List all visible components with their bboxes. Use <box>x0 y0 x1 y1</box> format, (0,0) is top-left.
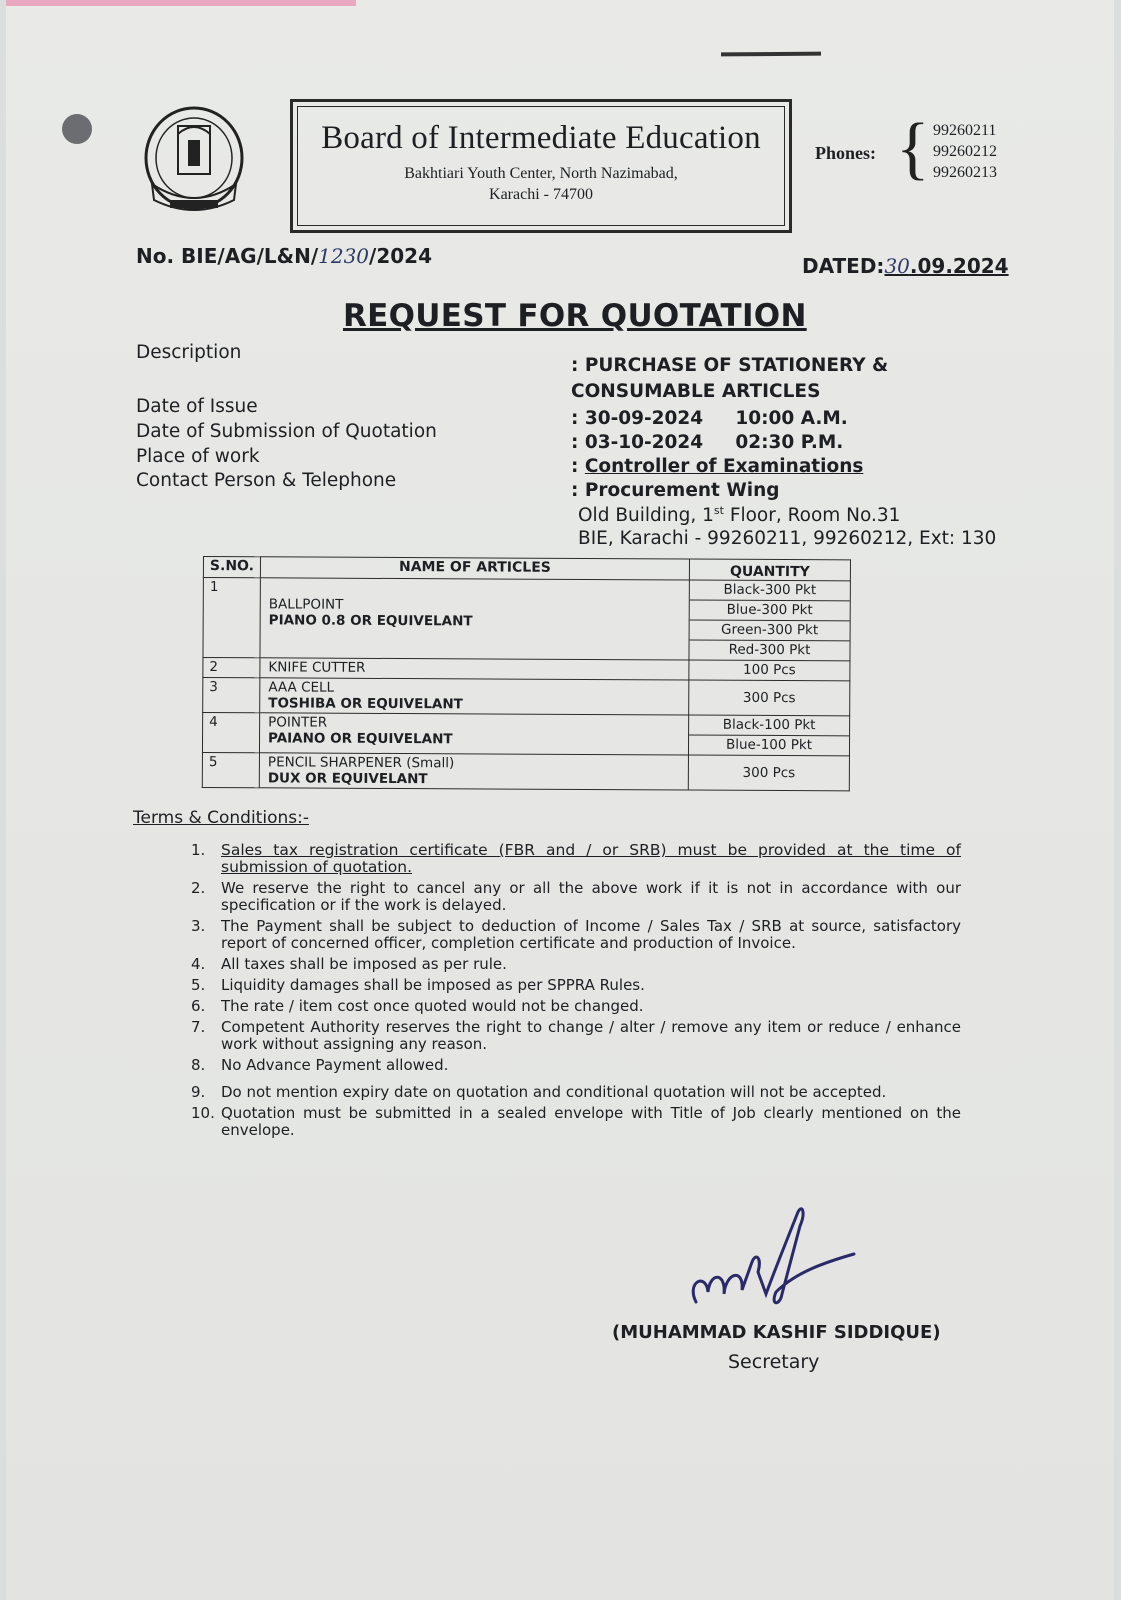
articles-table <box>202 556 851 791</box>
pink-edge-strip <box>6 0 356 6</box>
term-number: 3. <box>191 917 206 935</box>
description-value-2: CONSUMABLE ARTICLES <box>571 381 821 402</box>
contact-address-sup: st <box>713 504 724 517</box>
term-text: Competent Authority reserves the right to change / alter / remove any item or reduce / enhance work without assigning any reason. <box>221 1018 961 1053</box>
term-text: No Advance Payment allowed. <box>221 1056 449 1074</box>
article-brand: PAIANO OR EQUIVELANT <box>268 730 453 748</box>
phone-number: 99260212 <box>933 143 997 160</box>
contact-label: Contact Person & Telephone <box>136 470 397 491</box>
place-value <box>571 456 863 477</box>
cell-sno: 2 <box>203 658 260 678</box>
cell-article <box>260 678 689 715</box>
term-item <box>191 1105 961 1139</box>
issue-value: : 30-09-2024 10:00 A.M. <box>571 408 848 429</box>
term-item <box>191 1057 961 1074</box>
date-line <box>802 254 1009 278</box>
letterhead-box <box>290 99 792 233</box>
term-text: Liquidity damages shall be imposed as per SPPRA Rules. <box>221 976 645 994</box>
article-name: AAA CELL <box>268 679 335 696</box>
qty-value: Red-300 Pkt <box>728 641 811 659</box>
description-value-1: : PURCHASE OF STATIONERY & <box>571 355 889 376</box>
term-item <box>191 842 961 876</box>
term-item <box>191 977 961 994</box>
contact-value-3: BIE, Karachi - 99260211, 99260212, Ext: 130 <box>578 528 997 549</box>
term-item <box>191 998 961 1015</box>
dated-month-year: .09.2024 <box>909 254 1009 278</box>
article-name: POINTER <box>268 714 328 731</box>
place-label: Place of work <box>136 446 260 467</box>
cell-sno: 1 <box>203 578 260 658</box>
term-text: The rate / item cost once quoted would not be changed. <box>221 997 644 1015</box>
phone-number: 99260213 <box>933 164 997 181</box>
term-number: 8. <box>191 1056 206 1074</box>
contact-address-post: Floor, Room No.31 <box>723 505 901 527</box>
cell-qty <box>689 580 850 661</box>
brace-icon: { <box>896 110 930 187</box>
article-name: PENCIL SHARPENER (Small) <box>267 754 455 772</box>
header-name: NAME OF ARTICLES <box>260 557 689 580</box>
cell-sno: 3 <box>203 678 260 713</box>
cell-qty <box>689 660 850 681</box>
table-row <box>202 713 849 756</box>
ref-prefix: No. BIE/AG/L&N/ <box>136 244 319 268</box>
term-text: The Payment shall be subject to deduction of Income / Sales Tax / SRB at source, satisfactory report of concerned officer, completion certificate and production of Invoice. <box>221 917 961 952</box>
term-item <box>191 1019 961 1053</box>
qty-value: 100 Pcs <box>743 661 796 679</box>
term-number: 4. <box>191 955 206 973</box>
term-item <box>191 1084 961 1101</box>
term-text: All taxes shall be imposed as per rule. <box>221 955 507 973</box>
article-brand: DUX OR EQUIVELANT <box>267 770 428 788</box>
signatory-name: (MUHAMMAD KASHIF SIDDIQUE) <box>612 1322 941 1343</box>
term-item <box>191 956 961 973</box>
term-number: 1. <box>191 841 206 859</box>
org-name: Board of Intermediate Education <box>321 120 761 156</box>
term-text: Quotation must be submitted in a sealed envelope with Title of Job clearly mentioned on the envelope. <box>221 1104 961 1139</box>
contact-value-2 <box>578 504 900 526</box>
document-page <box>6 0 1114 1600</box>
cell-sno: 4 <box>202 713 259 753</box>
table-row <box>202 752 849 790</box>
term-number: 5. <box>191 976 206 994</box>
article-name: KNIFE CUTTER <box>268 659 366 676</box>
table-row <box>203 678 850 716</box>
term-number: 6. <box>191 997 206 1015</box>
address-line-2: Karachi - 74700 <box>489 186 593 203</box>
header-sno: S.NO. <box>203 557 260 578</box>
place-prefix: : <box>571 456 585 477</box>
submission-value: : 03-10-2024 02:30 P.M. <box>571 432 844 453</box>
ref-handwritten-number: 1230 <box>318 244 370 268</box>
cell-sno: 5 <box>202 752 259 787</box>
reference-number <box>136 244 432 268</box>
term-item <box>191 880 961 914</box>
phone-number: 99260211 <box>933 122 997 139</box>
term-item <box>191 918 961 952</box>
ref-suffix: /2024 <box>369 244 432 268</box>
pen-mark <box>721 52 821 57</box>
qty-value: Blue-100 Pkt <box>725 736 813 754</box>
article-name: BALLPOINT <box>268 596 344 613</box>
term-text: Do not mention expiry date on quotation and conditional quotation will not be accepted. <box>221 1083 887 1101</box>
contact-value-1: : Procurement Wing <box>571 480 780 501</box>
term-number: 7. <box>191 1018 206 1036</box>
description-label: Description <box>136 342 242 363</box>
cell-article <box>260 713 689 755</box>
terms-list <box>191 842 961 1143</box>
address-line-1: Bakhtiari Youth Center, North Nazimabad, <box>404 165 678 182</box>
punch-hole <box>62 114 92 144</box>
article-brand: PIANO 0.8 OR EQUIVELANT <box>268 612 473 630</box>
signature-icon <box>686 1202 866 1312</box>
cell-qty <box>688 715 849 756</box>
cell-qty: 300 Pcs <box>688 755 849 791</box>
terms-heading: Terms & Conditions:- <box>133 808 309 828</box>
qty-value: Black-300 Pkt <box>690 581 850 602</box>
phone-numbers <box>933 120 997 183</box>
issue-label: Date of Issue <box>136 396 258 417</box>
qty-value: Blue-300 Pkt <box>690 601 850 622</box>
qty-value: Green-300 Pkt <box>690 621 850 642</box>
term-text: We reserve the right to cancel any or all the above work if it is not in accordance with our specification or if the work is delayed. <box>221 879 961 914</box>
term-number: 2. <box>191 879 206 897</box>
term-number: 9. <box>191 1083 206 1101</box>
signatory-designation: Secretary <box>728 1351 820 1373</box>
article-brand: TOSHIBA OR EQUIVELANT <box>268 695 463 713</box>
term-text: Sales tax registration certificate (FBR and / or SRB) must be provided at the time of submission of quotation. <box>221 841 961 876</box>
cell-article <box>259 753 688 790</box>
bie-karachi-seal-icon <box>142 104 246 216</box>
page-title: REQUEST FOR QUOTATION <box>343 298 807 334</box>
place-value-text: Controller of Examinations <box>584 456 864 477</box>
dated-handwritten-day: 30 <box>884 254 910 278</box>
phones-label: Phones: <box>815 143 877 163</box>
dated-label: DATED: <box>802 254 885 278</box>
cell-qty: 300 Pcs <box>689 680 850 716</box>
term-number: 10. <box>191 1104 215 1122</box>
qty-value: Black-100 Pkt <box>689 716 849 737</box>
header-qty: QUANTITY <box>689 559 850 581</box>
contact-address-pre: Old Building, 1 <box>578 505 714 527</box>
cell-article <box>260 658 689 680</box>
submission-label: Date of Submission of Quotation <box>136 421 437 442</box>
table-row <box>203 578 850 661</box>
cell-article <box>260 578 689 660</box>
